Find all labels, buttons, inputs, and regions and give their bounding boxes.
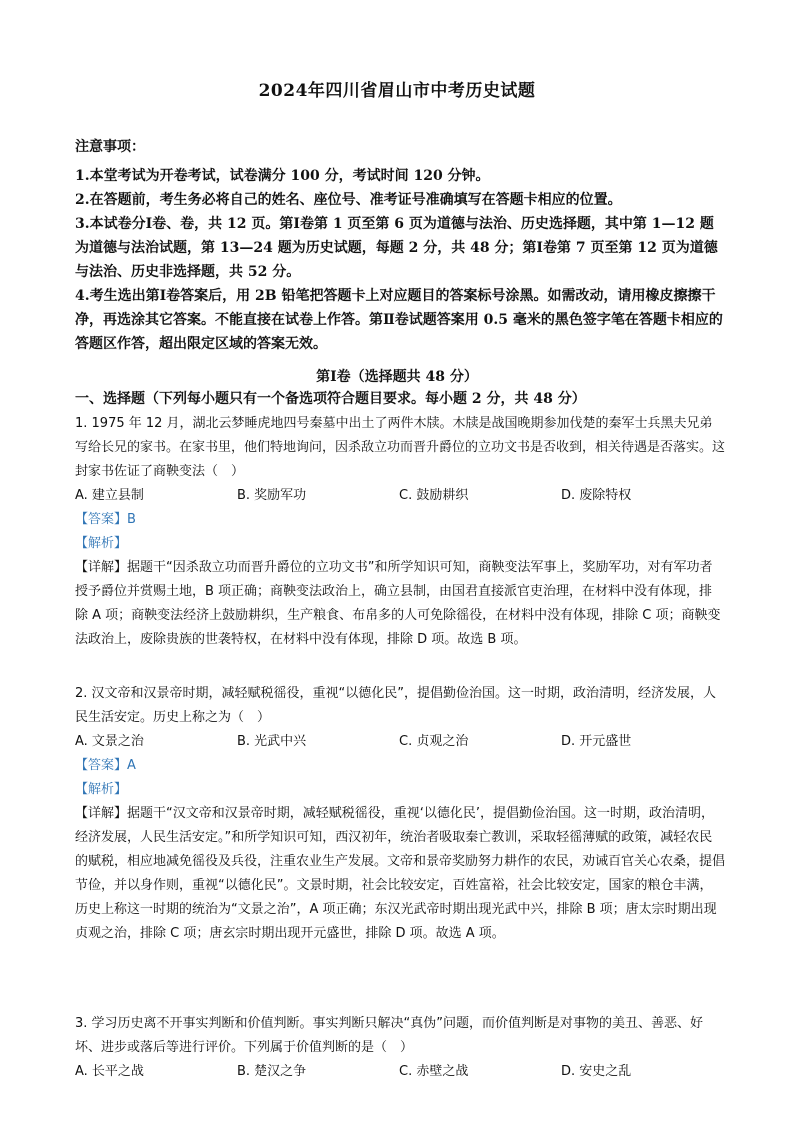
analysis-label: 【解析】 <box>75 536 128 551</box>
question-stem: 2. 汉文帝和汉景帝时期，减轻赋税徭役，重视“以德化民”，提倡勤俭治国。这一时期，政治清明，经济发展，人民生活安定。历史上称之为（ ） <box>75 686 717 725</box>
option-c: C. 赤壁之战 <box>399 1064 469 1079</box>
question-stem: 3. 学习历史离不开事实判断和价值判断。事实判断只解决“真伪”问题，而价值判断是对事物的美丑、善恶、好坏、进步或落后等进行评价。下列属于价值判断的是（ ） <box>75 1016 704 1055</box>
option-c: C. 贞观之治 <box>399 734 469 749</box>
section-title: 第Ⅰ卷（选择题共 48 分） <box>316 369 478 385</box>
question-options <box>75 1060 725 1084</box>
question-1 <box>75 412 725 652</box>
detail-text: 【详解】据题干“汉文帝和汉景帝时期，减轻赋税徭役，重视‘以德化民’，提倡勤俭治国。这一时期，政治清明，经济发展，人民生活安定。”和所学知识可知，西汉初年，统治者吸取秦亡教训，采取轻徭薄赋的政策，减轻农民的赋税，相应地减免徭役及兵役，注重农业生产发展。文帝和景帝奖励努力耕作的农民，劝诫百官关心农桑，提倡节俭，并以身作则，重视“以德化民”。文景时期，社会比较安定，百姓富裕，社会比较安定，国家的粮仓丰满，历史上称这一时期的统治为“文景之治”，A 项正确；东汉光武帝时期出现光武中兴，排除 B 项；唐太宗时期出现贞观之治，排除 C 项；唐玄宗时期出现开元盛世，排除 D 项。故选 A 项。 <box>75 806 726 941</box>
notice-item: 3.本试卷分Ⅰ卷、卷，共 12 页。第Ⅰ卷第 1 页至第 6 页为道德与法治、历史选择题，其中第 1—12 题为道德与法治试题，第 13—24 题为历史试题，每题 2 分，共 48 分；第Ⅰ卷第 7 页至第 12 页为道德与法治、历史非选择题，共 52 分。 <box>75 216 718 280</box>
option-d: D. 废除特权 <box>561 488 632 503</box>
option-d: D. 开元盛世 <box>561 734 632 749</box>
notice-item: 1.本堂考试为开卷考试，试卷满分 100 分，考试时间 120 分钟。 <box>75 168 490 184</box>
notice-item: 2.在答题前，考生务必将自己的姓名、座位号、准考证号准确填写在答题卡相应的位置。 <box>75 192 622 208</box>
notice-section <box>75 136 725 356</box>
option-c: C. 鼓励耕织 <box>399 488 469 503</box>
question-2 <box>75 682 725 946</box>
notice-item: 4.考生选出第Ⅰ卷答案后，用 2B 铅笔把答题卡上对应题目的答案标号涂黑。如需改动，请用橡皮擦擦干净，再选涂其它答案。不能直接在试卷上作答。第Ⅱ卷试题答案用 0.5 毫米的黑色签字笔在答题卡相应的答题区作答，超出限定区域的答案无效。 <box>75 288 723 352</box>
answer-label: 【答案】A <box>75 758 136 773</box>
question-options <box>75 730 725 754</box>
question-options <box>75 484 725 508</box>
option-d: D. 安史之乱 <box>561 1064 632 1079</box>
exam-title: 2024年四川省眉山市中考历史试题 <box>258 81 536 101</box>
option-a: A. 文景之治 <box>75 734 144 749</box>
option-b: B. 奖励军功 <box>237 488 307 503</box>
question-stem: 1. 1975 年 12 月，湖北云梦睡虎地四号秦墓中出土了两件木牍。木牍是战国晚期参加伐楚的秦军士兵黑夫兄弟写给长兄的家书。在家书里，他们特地询问，因杀敌立功而晋升爵位的立功文书是否收到，相关待遇是否落实。这封家书佐证了商鞅变法（ ） <box>75 416 726 479</box>
notice-heading: 注意事项： <box>75 139 145 155</box>
question-3 <box>75 1012 725 1084</box>
option-a: A. 建立县制 <box>75 488 144 503</box>
answer-label: 【答案】B <box>75 512 136 527</box>
option-b: B. 楚汉之争 <box>237 1064 307 1079</box>
analysis-label: 【解析】 <box>75 782 128 797</box>
option-a: A. 长平之战 <box>75 1064 144 1079</box>
option-b: B. 光武中兴 <box>237 734 307 749</box>
detail-text: 【详解】据题干“因杀敌立功而晋升爵位的立功文书”和所学知识可知，商鞅变法军事上，奖励军功，对有军功者授予爵位并赏赐土地，B 项正确；商鞅变法政治上，确立县制，由国君直接派官吏治理，在材料中没有体现，排除 A 项；商鞅变法经济上鼓励耕织，生产粮食、布帛多的人可免除徭役，在材料中没有体现，排除 C 项；商鞅变法政治上，废除贵族的世袭特权，在材料中没有体现，排除 D 项。故选 B 项。 <box>75 560 721 647</box>
part-title: 一、选择题（下列每小题只有一个备选项符合题目要求。每小题 2 分，共 48 分） <box>75 391 586 407</box>
